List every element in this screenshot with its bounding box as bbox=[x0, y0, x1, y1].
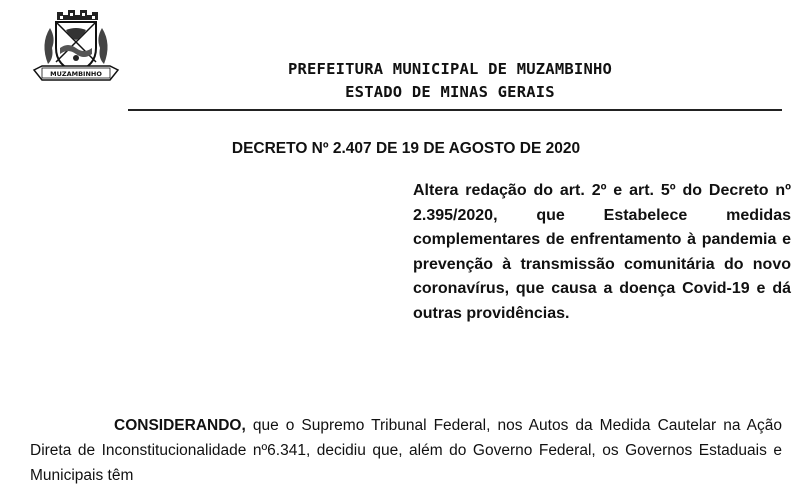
decree-title: DECRETO Nº 2.407 DE 19 DE AGOSTO DE 2020 bbox=[231, 140, 581, 157]
header-state: ESTADO DE MINAS GERAIS bbox=[345, 83, 555, 101]
municipal-crest-logo bbox=[30, 8, 122, 84]
decree-summary: Altera redação do art. 2º e art. 5º do Decreto nº 2.395/2020, que Estabelece medidas complementares de enfrentamento à pandemia e prevenção à transmissão comunitária do novo coronavírus, que causa a doença Covid-19 e dá outras providências. bbox=[413, 182, 791, 322]
header-divider bbox=[128, 109, 782, 111]
crest-banner-text: MUZAMBINHO bbox=[50, 70, 102, 78]
header-municipality: PREFEITURA MUNICIPAL DE MUZAMBINHO bbox=[287, 60, 613, 78]
body-paragraph bbox=[30, 413, 782, 488]
header-title bbox=[130, 58, 770, 104]
paragraph-text: que o Supremo Tribunal Federal, nos Autos da Medida Cautelar na Ação Direta de Inconstitucionalidade nº6.341, decidiu que, além do Governo Federal, os Governos Estaduais e Municipais têm bbox=[30, 417, 782, 484]
paragraph-lead: CONSIDERANDO, bbox=[114, 417, 246, 434]
